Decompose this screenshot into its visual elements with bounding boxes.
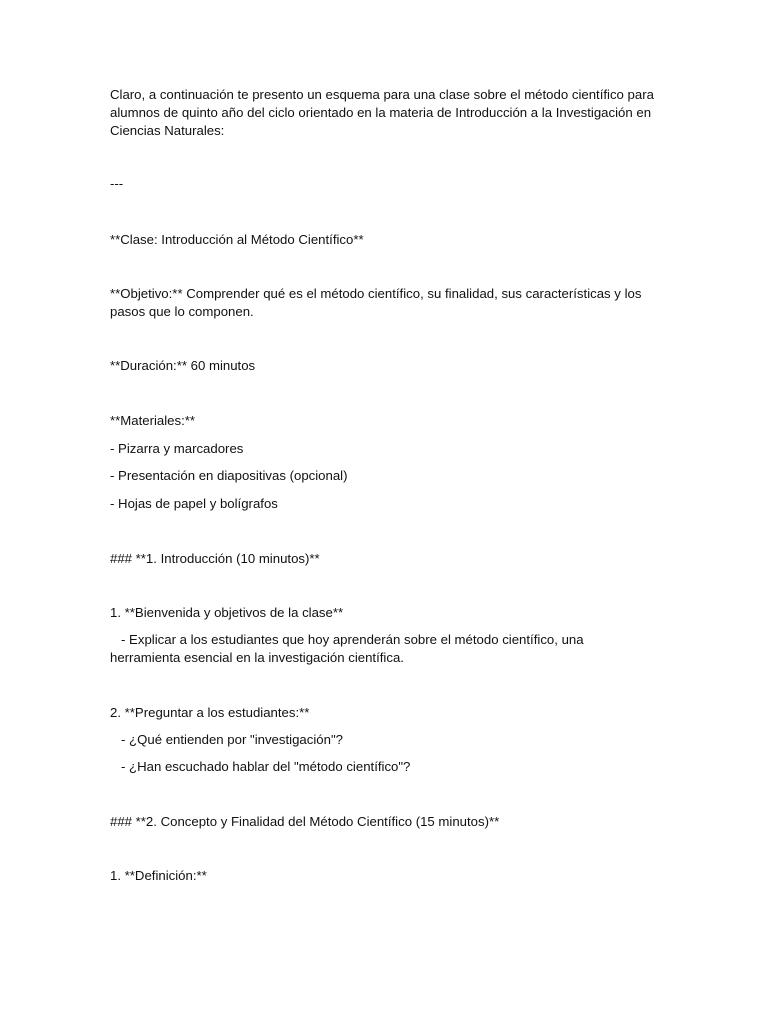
separator: --- <box>110 176 124 191</box>
question-item: - ¿Han escuchado hablar del "método científico"? <box>110 759 411 774</box>
definition-item: 1. **Definición:** <box>110 868 207 883</box>
objective-paragraph: **Objetivo:** Comprender qué es el método científico, su finalidad, sus características y los pasos que lo componen. <box>110 286 646 319</box>
item-1-title: 1. **Bienvenida y objetivos de la clase** <box>110 605 344 620</box>
duration-line: **Duración:** 60 minutos <box>110 358 256 373</box>
intro-paragraph: Claro, a continuación te presento un esquema para una clase sobre el método científico para alumnos de quinto año del ciclo orientado en la materia de Introducción a la Investigación en Ciencias Naturales: <box>110 87 658 138</box>
materials-item: - Pizarra y marcadores <box>110 441 244 456</box>
materials-heading: **Materiales:** <box>110 413 196 428</box>
item-1-text: - Explicar a los estudiantes que hoy aprenderán sobre el método científico, una herramienta esencial en la investigación científica. <box>110 632 588 665</box>
section-2-heading: ### **2. Concepto y Finalidad del Método Científico (15 minutos)** <box>110 814 500 829</box>
item-2-title: 2. **Preguntar a los estudiantes:** <box>110 705 310 720</box>
class-title: **Clase: Introducción al Método Científico** <box>110 232 364 247</box>
question-item: - ¿Qué entienden por "investigación"? <box>110 732 343 747</box>
section-1-heading: ### **1. Introducción (10 minutos)** <box>110 551 320 566</box>
materials-item: - Presentación en diapositivas (opcional) <box>110 468 348 483</box>
materials-item: - Hojas de papel y bolígrafos <box>110 496 278 511</box>
